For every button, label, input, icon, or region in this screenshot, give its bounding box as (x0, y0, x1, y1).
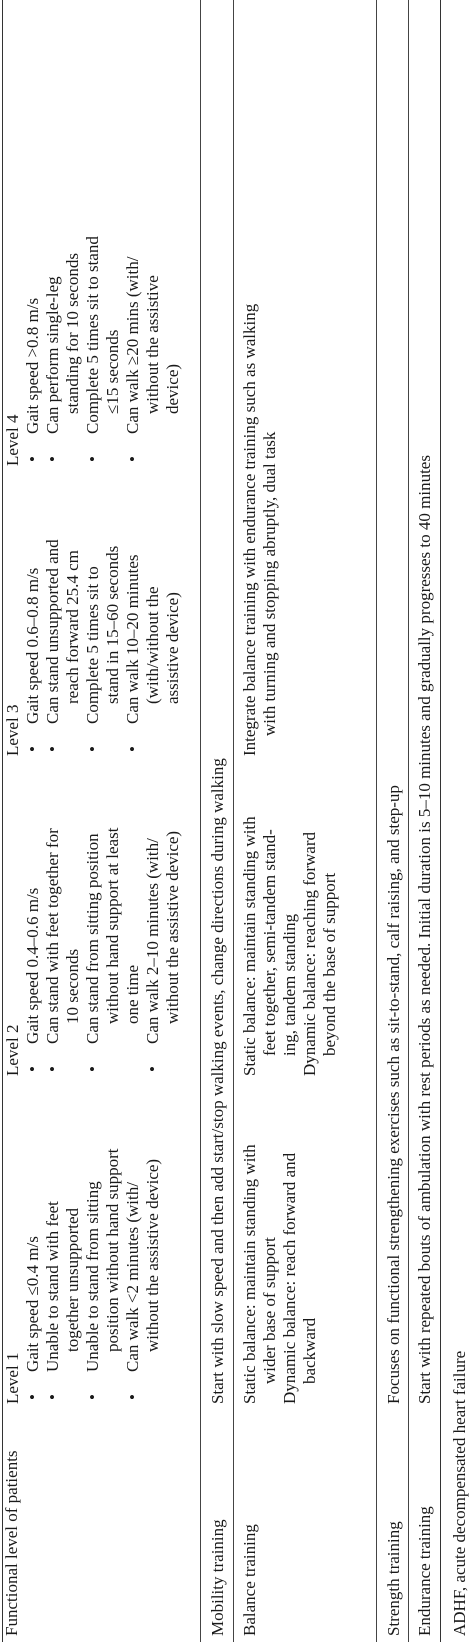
level-4-criteria (23, 166, 183, 466)
level-2-bullet-3: • Can stand from sitting position without hand support at least one time (83, 766, 143, 1076)
level-4-bullet-1: • Gait speed >0.8 m/s (23, 166, 43, 466)
level-1-bullet-1: • Gait speed ≤0.4 m/s (23, 1084, 43, 1404)
row-label-functional: Functional level of patients (2, 1450, 21, 1636)
level-3-bullet-3: • Complete 5 times sit to stand in 15–60 seconds (83, 476, 123, 756)
endurance-text: Start with repeated bouts of ambulation with rest periods as needed. Initial duration is 5–10 minutes and gradually progresses to 40 minutes (415, 455, 434, 1404)
strength-text: Focuses on functional strengthening exercises such as sit-to-stand, calf raising, and step-up (384, 785, 403, 1404)
level-2-bullet-2: • Can stand with feet together for 10 seconds (43, 766, 83, 1076)
row-label-endurance: Endurance training (415, 1506, 434, 1636)
level-1-criteria (23, 1084, 163, 1404)
level-1-bullet-3: • Unable to stand from sitting position without hand support (83, 1084, 123, 1404)
level-4-bullet-3: • Complete 5 times sit to stand ≤15 seconds (83, 166, 123, 466)
table-footnote: ADHF, acute decompensated heart failure (450, 1350, 469, 1636)
balance-level-1: Static balance: maintain standing with wider base of support Dynamic balance: reach forward and backward (240, 1144, 319, 1404)
level-1-bullet-2: • Unable to stand with feet together unsupported (43, 1084, 83, 1404)
mobility-text: Start with slow speed and then add start/stop walking events, change directions during walking (208, 758, 227, 1404)
balance-level-3-4: Integrate balance training with endurance training such as walking with turning and stopping abruptly, dual task (240, 303, 279, 756)
row-label-mobility: Mobility training (208, 1519, 227, 1636)
level-1-bullet-4: • Can walk <2 minutes (with/ without the assistive device) (123, 1084, 163, 1404)
level-1-title: Level 1 (3, 1352, 22, 1404)
level-4-bullet-4: • Can walk ≥20 mins (with/ without the assistive device) (123, 166, 183, 466)
level-3-bullet-4: • Can walk 10–20 minutes (with/without the assistive device) (123, 476, 183, 756)
rule-after-balance (376, 0, 377, 1642)
rule-after-strength (408, 0, 409, 1642)
row-label-balance: Balance training (240, 1524, 259, 1636)
table-bottom-rule (440, 0, 441, 1642)
level-4-bullet-2: • Can perform single-leg standing for 10 seconds (43, 166, 83, 466)
level-2-bullet-4: • Can walk 2–10 minutes (with/ without the assistive device) (143, 766, 183, 1076)
level-2-title: Level 2 (3, 1024, 22, 1076)
level-4-title: Level 4 (3, 414, 22, 466)
balance-level-2: Static balance: maintain standing with feet together, semi-tandem stand- ing, tandem standing Dynamic balance: reaching forward beyond the base of support (240, 816, 339, 1076)
level-3-bullet-2: • Can stand unsupported and reach forward 25.4 cm (43, 476, 83, 756)
level-2-criteria (23, 766, 183, 1076)
level-3-criteria (23, 476, 183, 756)
level-3-title: Level 3 (3, 704, 22, 756)
rule-after-mobility (233, 0, 234, 1642)
level-3-bullet-1: • Gait speed 0.6–0.8 m/s (23, 476, 43, 756)
rule-after-functional (200, 0, 201, 1642)
level-2-bullet-1: • Gait speed 0.4–0.6 m/s (23, 766, 43, 1076)
row-label-strength: Strength training (384, 1521, 403, 1636)
